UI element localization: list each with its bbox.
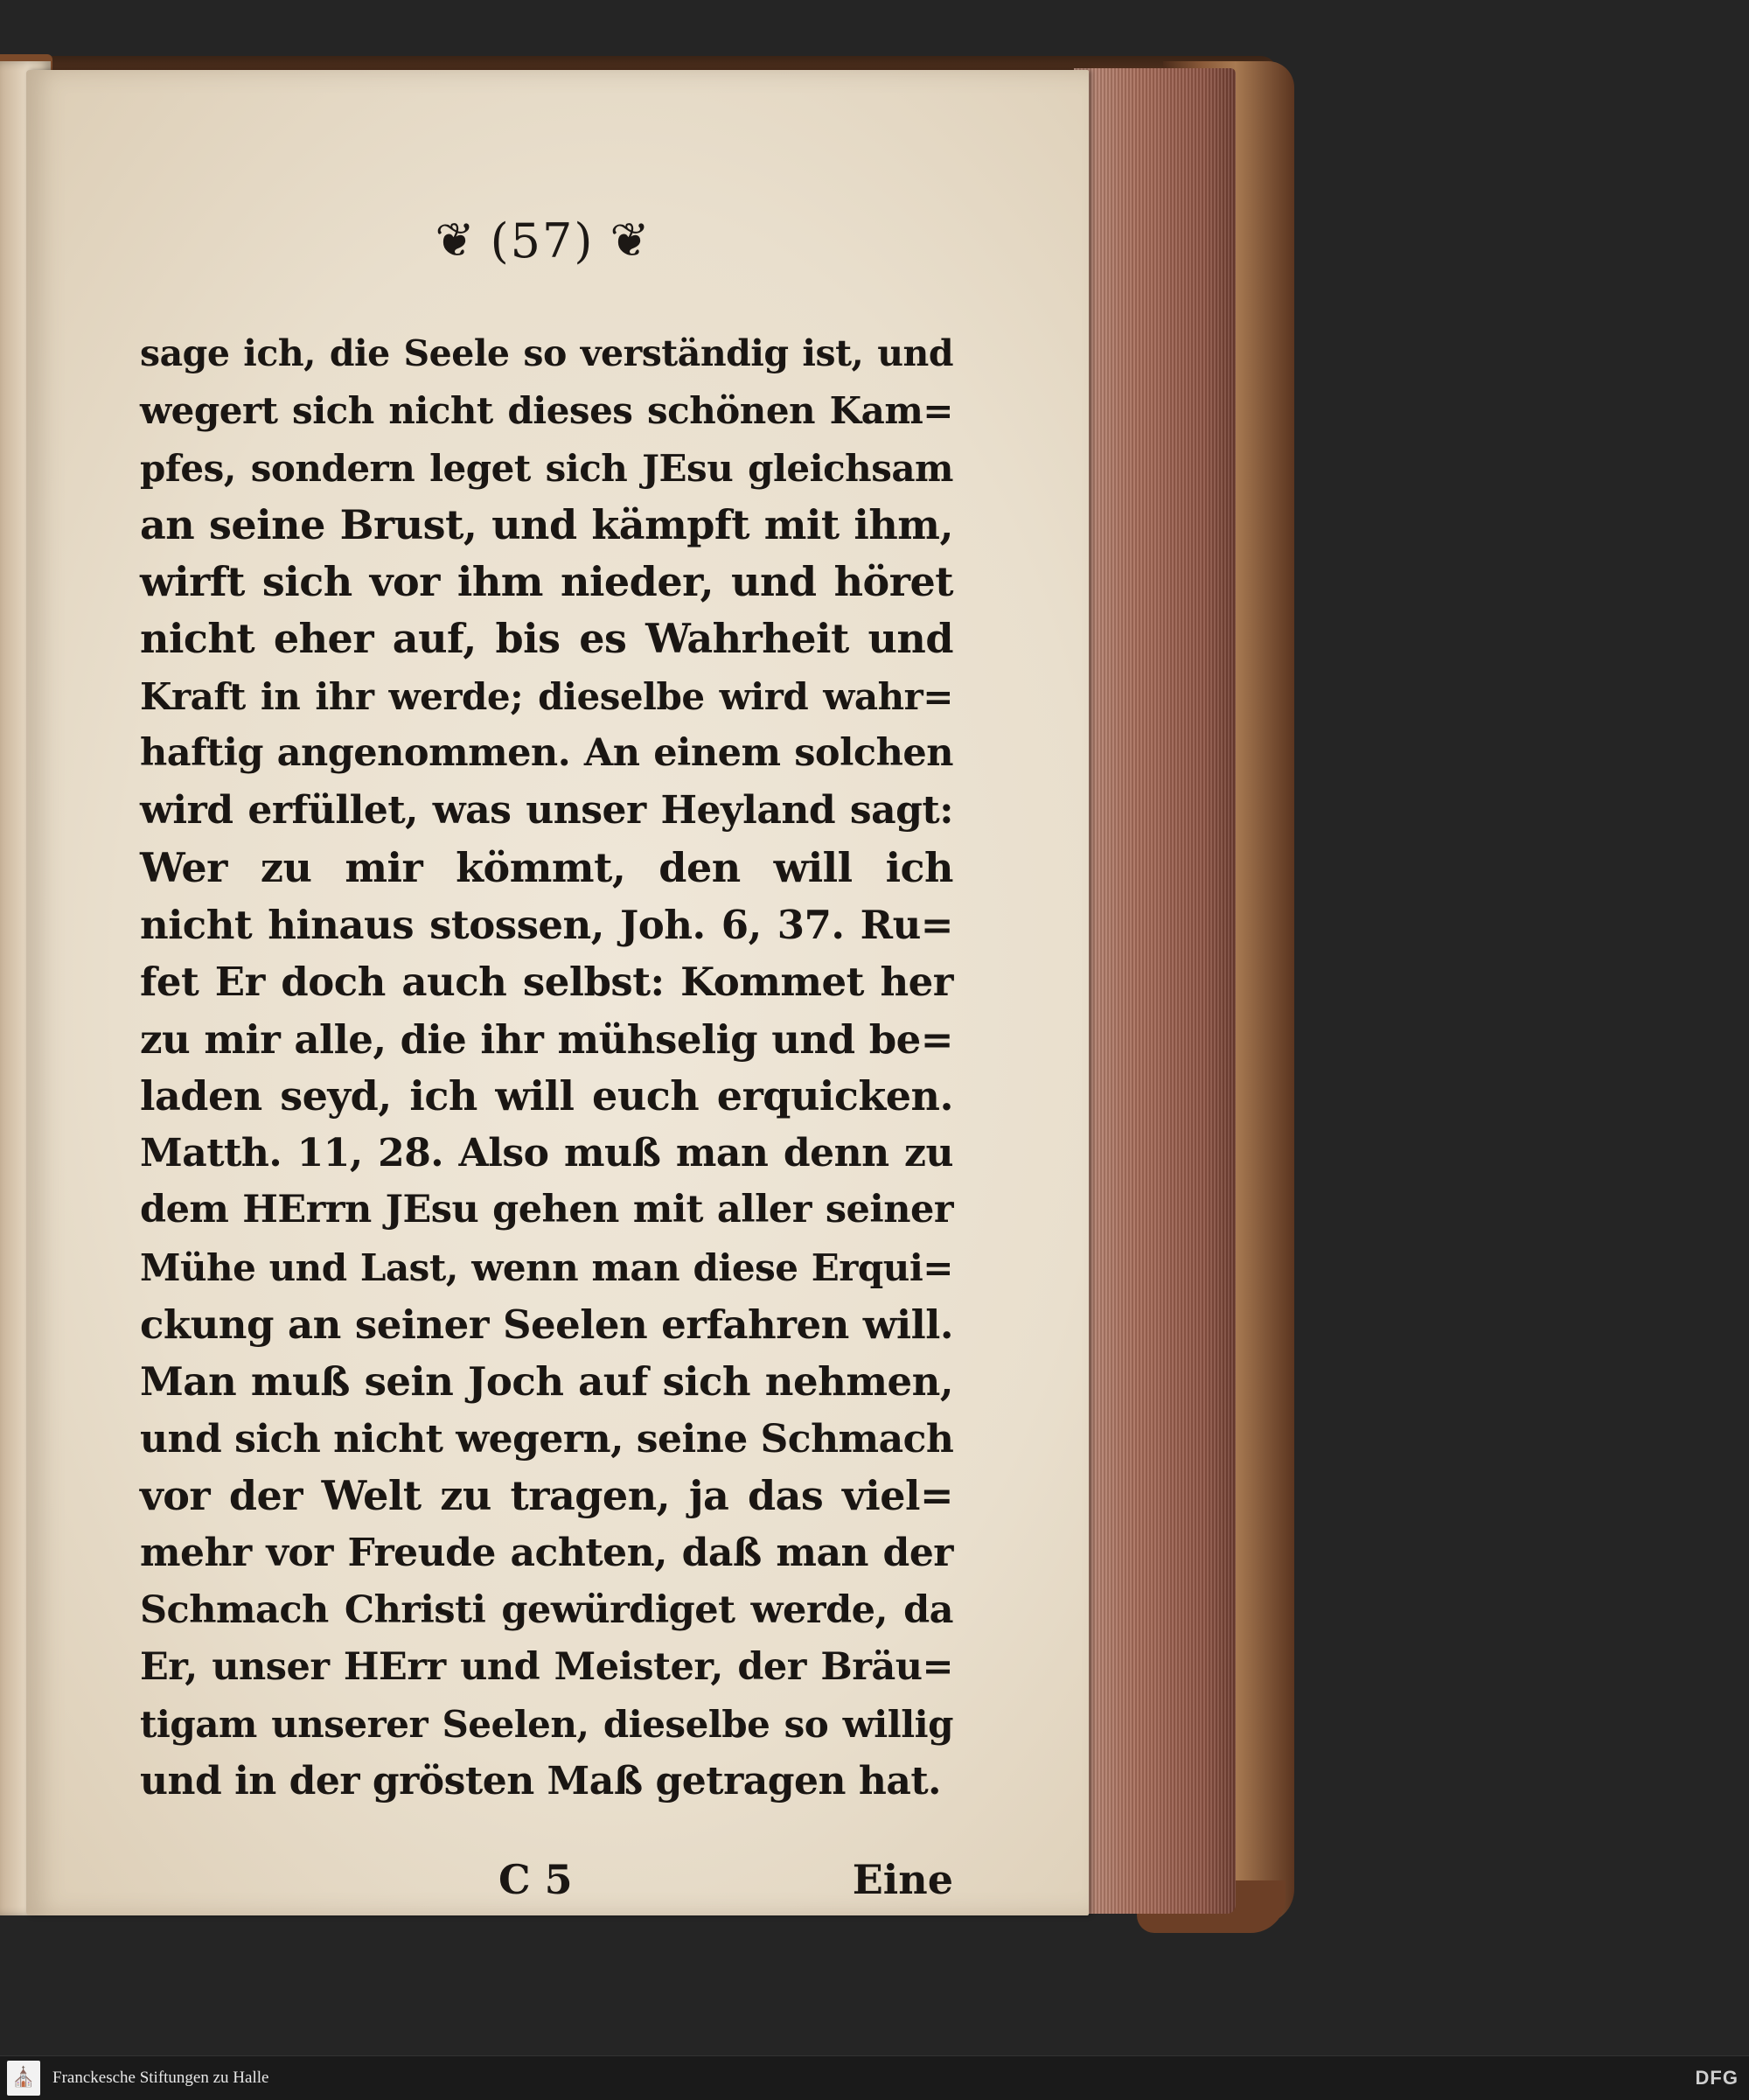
- text-line: sage ich, die Seele so verständig ist, und: [140, 332, 953, 374]
- text-line: ckung an seiner Seelen erfahren will.: [140, 1301, 953, 1349]
- text-line: wirft sich vor ihm nieder, und höret: [140, 558, 953, 606]
- dfg-logo: DFG: [1695, 2067, 1739, 2089]
- text-line: wegert sich nicht dieses schönen Kam=: [140, 389, 953, 433]
- page-header: [359, 210, 726, 271]
- text-line: nicht eher auf, bis es Wahrheit und: [140, 615, 953, 663]
- text-line: an seine Brust, und kämpft mit ihm,: [140, 500, 953, 548]
- text-line: Kraft in ihr werde; dieselbe wird wahr=: [140, 674, 953, 718]
- text-line: mehr vor Freude achten, daß man der: [140, 1531, 953, 1576]
- text-line: Er, unser HErr und Meister, der Bräu=: [140, 1644, 953, 1689]
- page-footer: [140, 1856, 953, 1917]
- text-line: tigam unserer Seelen, dieselbe so willig: [140, 1703, 953, 1747]
- text-line: wird erfüllet, was unser Heyland sagt:: [140, 788, 953, 834]
- institution-name: Franckesche Stiftungen zu Halle: [52, 2069, 269, 2087]
- ornament-left-icon: ❦: [435, 213, 475, 268]
- text-line: Wer zu mir kömmt, den will ich: [140, 843, 953, 891]
- text-line: und in der grösten Maß getragen hat.: [140, 1759, 941, 1804]
- text-line: dem HErrn JEsu gehen mit aller seiner: [140, 1188, 953, 1232]
- attribution-bar: [0, 2055, 1749, 2100]
- text-line: und sich nicht wegern, seine Schmach: [140, 1416, 954, 1462]
- book-page: [26, 70, 1089, 1915]
- text-line: zu mir alle, die ihr mühselig und be=: [140, 1015, 953, 1063]
- catchword: Eine: [852, 1856, 953, 1903]
- text-line: haftig angenommen. An einem solchen: [140, 731, 953, 776]
- text-line: nicht hinaus stossen, Joh. 6, 37. Ru=: [140, 901, 953, 948]
- signature-mark: C 5: [498, 1856, 573, 1903]
- institution-logo-icon: ⛪: [7, 2061, 40, 2096]
- text-line: Mühe und Last, wenn man diese Erqui=: [140, 1245, 953, 1289]
- ornament-right-icon: ❦: [610, 213, 650, 268]
- text-line: Schmach Christi gewürdiget werde, da: [140, 1587, 953, 1632]
- text-line: Man muß sein Joch auf sich nehmen,: [140, 1358, 953, 1406]
- text-line: laden seyd, ich will euch erquicken.: [140, 1071, 953, 1120]
- text-line: vor der Welt zu tragen, ja das viel=: [140, 1471, 953, 1519]
- text-line: Matth. 11, 28. Also muß man denn zu: [140, 1131, 953, 1176]
- text-line: pfes, sondern leget sich JEsu gleichsam: [140, 446, 953, 490]
- page-number: (57): [490, 213, 595, 269]
- page-block-edges: [1074, 68, 1236, 1914]
- page-body-text: [140, 325, 953, 1810]
- text-line: fet Er doch auch selbst: Kommet her: [140, 959, 953, 1006]
